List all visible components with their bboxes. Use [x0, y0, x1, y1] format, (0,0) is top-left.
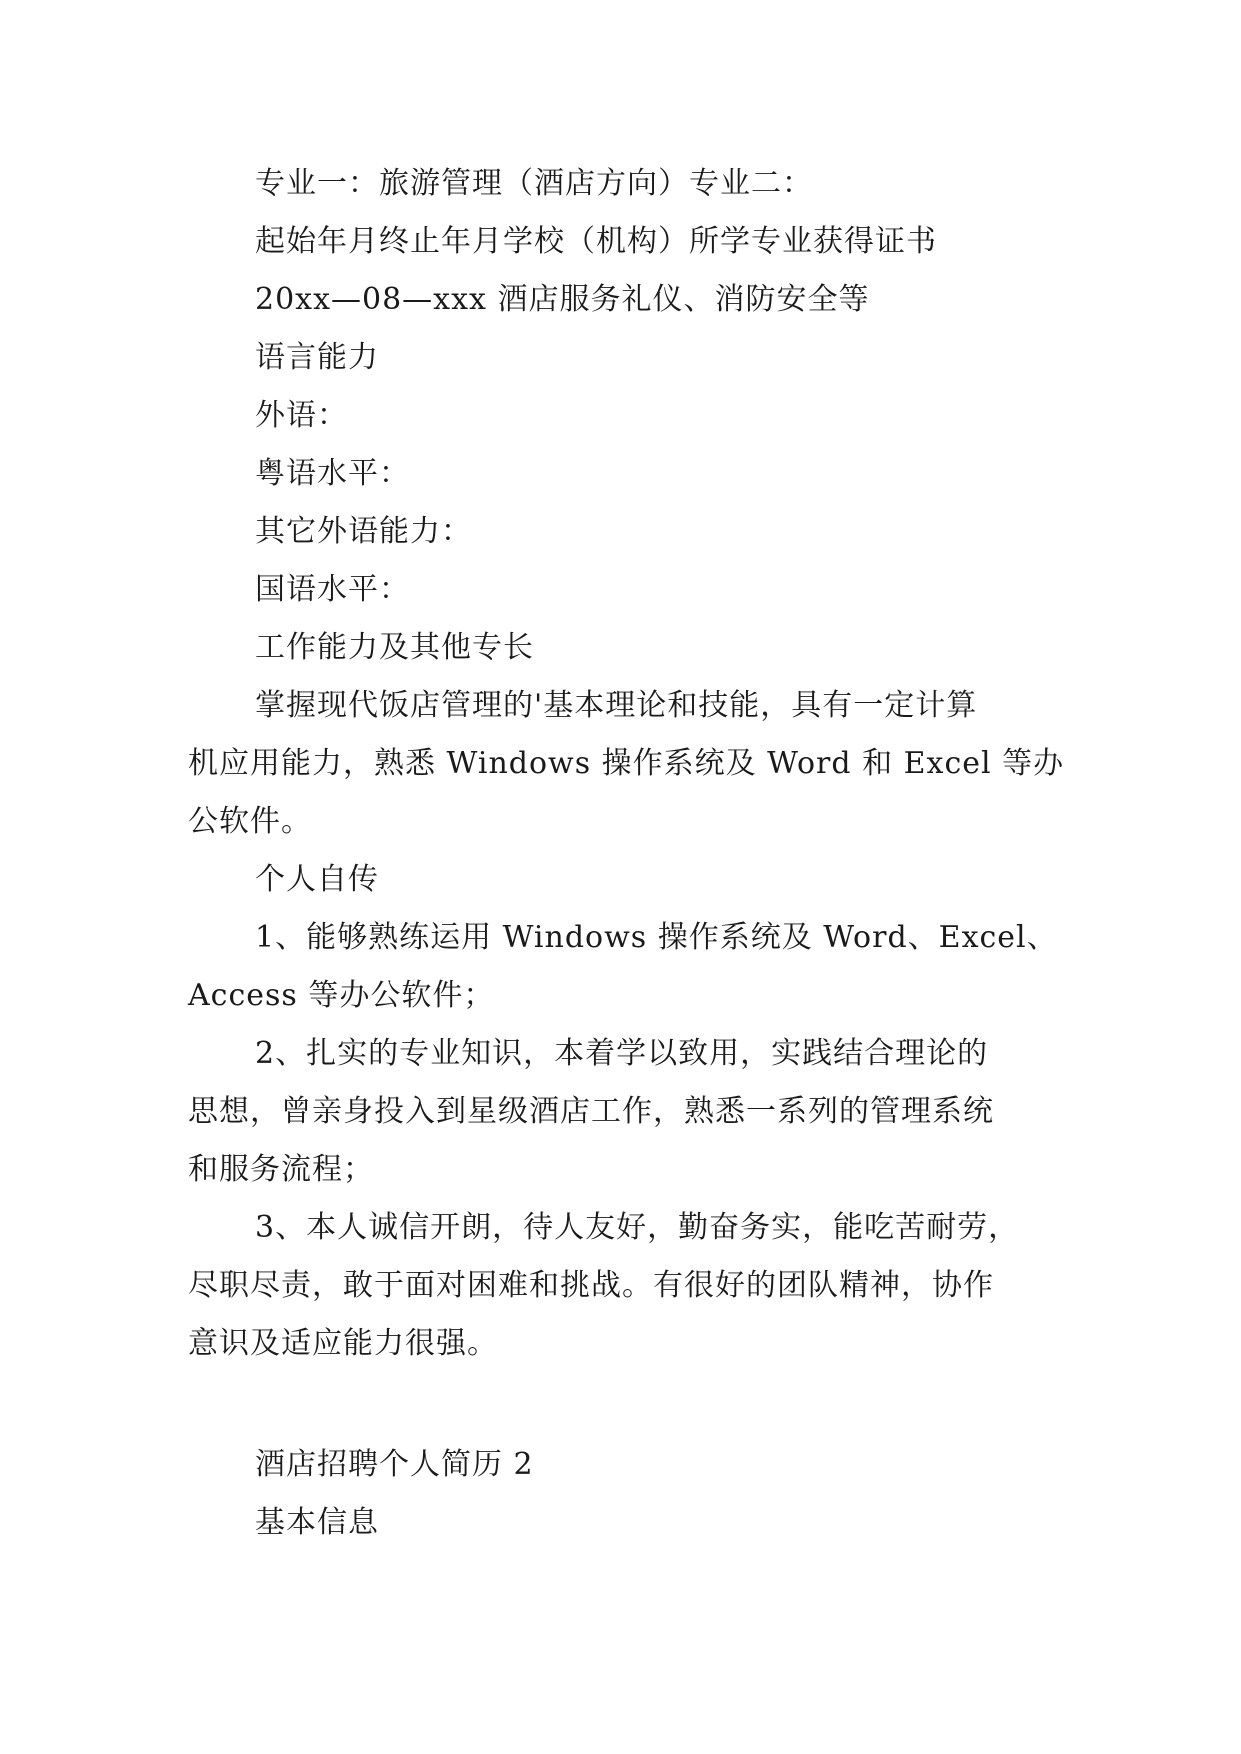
bio-item-2-line-3: 和服务流程；	[188, 1152, 374, 1187]
mandarin-line: 国语水平：	[255, 572, 410, 607]
skills-paragraph-line-3: 公软件。	[188, 804, 312, 839]
section-heading-language: 语言能力	[255, 340, 379, 375]
bio-item-2-line-1: 2、扎实的专业知识，本着学以致用，实践结合理论的	[255, 1036, 989, 1071]
bio-item-3-line-1: 3、本人诚信开朗，待人友好，勤奋务实，能吃苦耐劳，	[255, 1210, 1020, 1245]
bio-item-1-line-2: Access 等办公软件；	[188, 978, 495, 1013]
bio-item-2-line-2: 思想，曾亲身投入到星级酒店工作，熟悉一系列的管理系统	[188, 1094, 994, 1129]
certificate-line: 20xx—08—xxx 酒店服务礼仪、消防安全等	[255, 282, 870, 317]
skills-paragraph-line-2: 机应用能力，熟悉 Windows 操作系统及 Word 和 Excel 等办	[188, 746, 1065, 781]
bio-item-3-line-2: 尽职尽责，敢于面对困难和挑战。有很好的团队精神，协作	[188, 1268, 994, 1303]
skills-paragraph-line-1: 掌握现代饭店管理的'基本理论和技能，具有一定计算	[255, 688, 978, 723]
education-header-line: 起始年月终止年月学校（机构）所学专业获得证书	[255, 224, 937, 259]
foreign-language-line: 外语：	[255, 398, 348, 433]
resume-title-2: 酒店招聘个人简历 2	[255, 1447, 534, 1482]
other-language-line: 其它外语能力：	[255, 514, 472, 549]
section-heading-bio: 个人自传	[255, 862, 379, 897]
section-heading-basic-info: 基本信息	[255, 1505, 379, 1540]
section-heading-skills: 工作能力及其他专长	[255, 630, 534, 665]
major-line: 专业一：旅游管理（酒店方向）专业二：	[255, 166, 813, 201]
bio-item-1-line-1: 1、能够熟练运用 Windows 操作系统及 Word、Excel、	[255, 920, 1058, 955]
cantonese-line: 粤语水平：	[255, 456, 410, 491]
bio-item-3-line-3: 意识及适应能力很强。	[188, 1326, 498, 1361]
